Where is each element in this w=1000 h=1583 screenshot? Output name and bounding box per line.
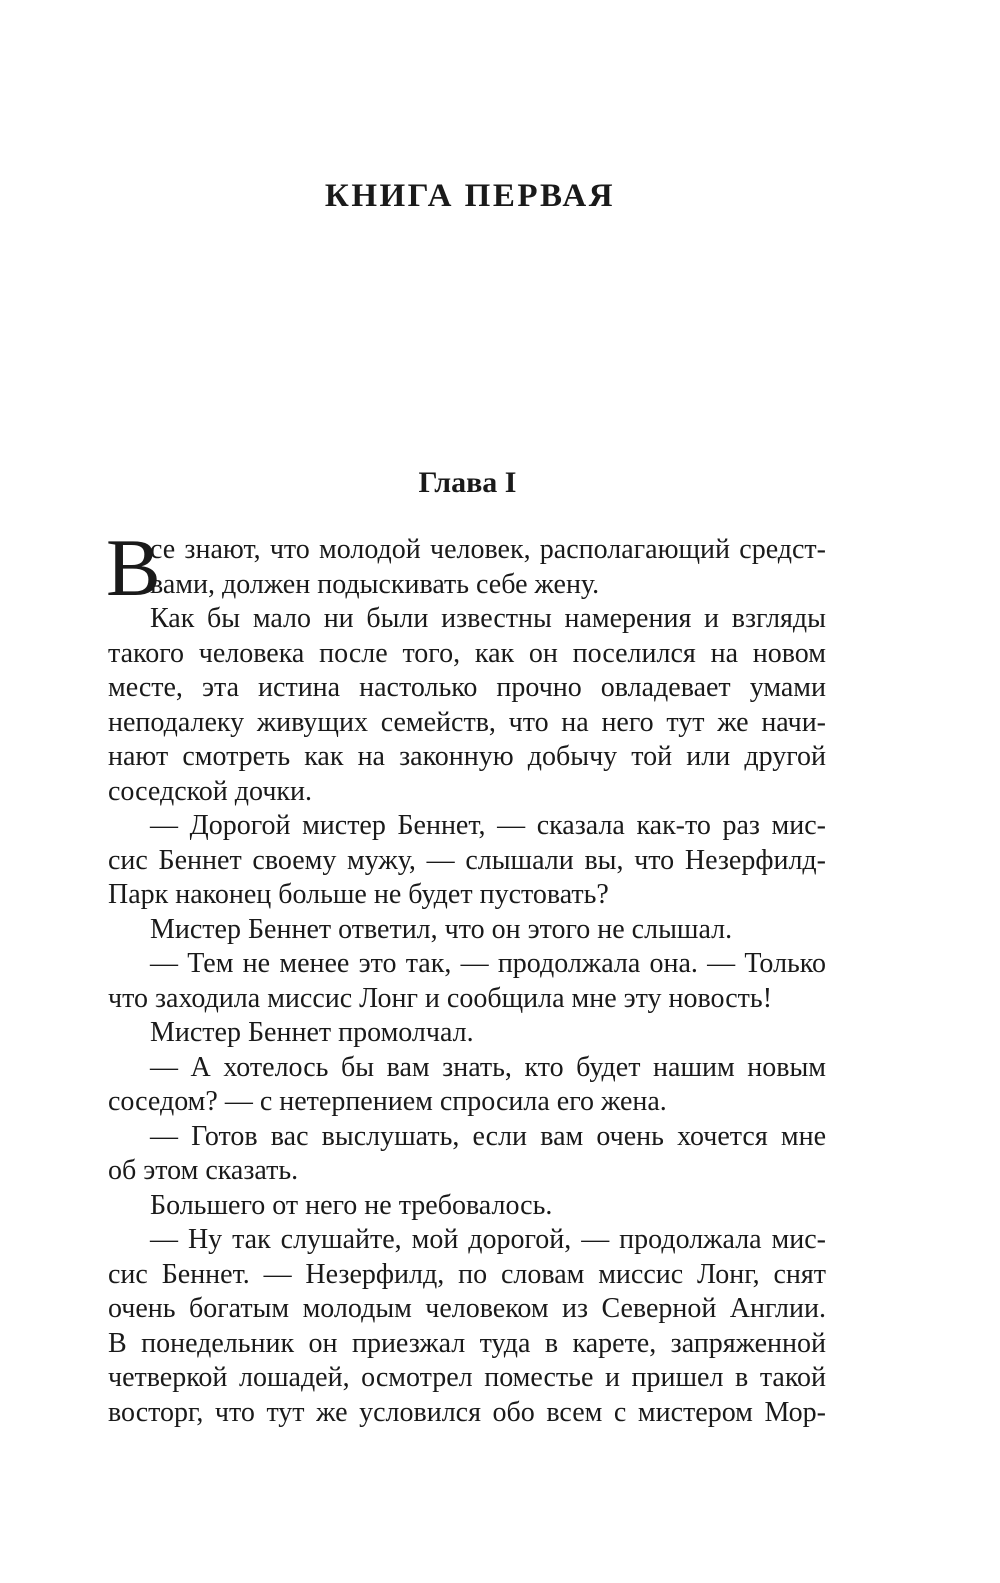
body-text — [106, 522, 826, 1430]
text-line: неподалеку живущих семейств, что на него тут же начи- — [108, 706, 826, 738]
text-line: четверкой лошадей, осмотрел поместье и пришел в такой — [108, 1362, 826, 1393]
text-line: — Дорогой мистер Беннет, — сказала как-то раз мис- — [150, 810, 826, 841]
text-line: Мистер Беннет ответил, что он этого не слышал. — [150, 913, 733, 945]
text-line: — Готов вас выслушать, если вам очень хочется мне — [150, 1120, 826, 1152]
text-line: такого человека после того, как он поселился на новом — [108, 637, 826, 669]
text-line: се знают, что молодой человек, располагающий средст- — [150, 534, 826, 565]
text-line: В понедельник он приезжал туда в карете, запряженной — [108, 1327, 826, 1359]
text-line: Большего от него не требовалось. — [150, 1189, 553, 1221]
text-line: — Тем не менее это так, — продолжала она. — Только — [150, 948, 826, 979]
text-line: Как бы мало ни были известны намерения и взгляды — [150, 603, 826, 634]
text-line: сис Беннет своему мужу, — слышали вы, что Незерфилд- — [108, 844, 826, 876]
text-line: — Ну так слушайте, мой дорогой, — продолжала мис- — [150, 1224, 826, 1255]
text-line: месте, эта истина настолько прочно овладевает умами — [108, 672, 826, 703]
text-line: сис Беннет. — Незерфилд, по словам миссис Лонг, снят — [108, 1258, 826, 1290]
text-line: вами, должен подыскивать себе жену. — [150, 568, 600, 600]
chapter-title: Глава I — [418, 466, 517, 499]
text-line: Мистер Беннет промолчал. — [150, 1017, 474, 1048]
text-line: нают смотреть как на законную добычу той или другой — [108, 741, 826, 772]
opening-paragraph — [106, 522, 826, 613]
text-line: соседом? — с нетерпением спросила его жена. — [108, 1086, 667, 1117]
text-line: об этом сказать. — [108, 1155, 299, 1186]
drop-cap: В — [106, 522, 161, 613]
text-line: соседской дочки. — [108, 775, 312, 807]
text-line: — А хотелось бы вам знать, кто будет нашим новым — [150, 1051, 826, 1083]
text-line: восторг, что тут же условился обо всем с мистером Мор- — [108, 1396, 826, 1428]
book-title: КНИГА ПЕРВАЯ — [324, 178, 616, 214]
text-line: очень богатым молодым человеком из Северной Англии. — [108, 1293, 826, 1324]
text-line: Парк наконец больше не будет пустовать? — [108, 879, 609, 910]
text-line: что заходила миссис Лонг и сообщила мне эту новость! — [108, 982, 773, 1014]
